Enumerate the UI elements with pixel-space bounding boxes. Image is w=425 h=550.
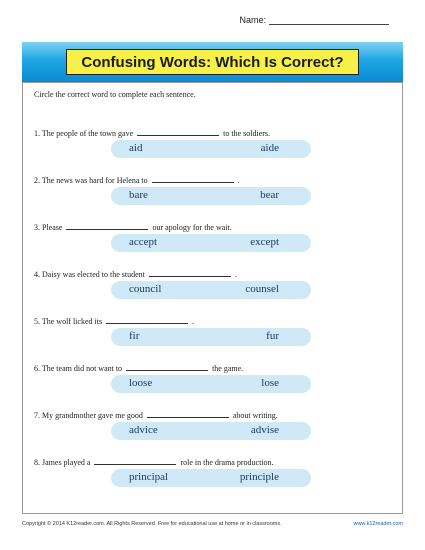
choice-option[interactable]: principle [239, 471, 279, 483]
name-label: Name: [239, 15, 266, 25]
answer-blank [106, 315, 188, 324]
answer-choices-4 [111, 281, 311, 299]
answer-choices-1 [111, 140, 311, 158]
choice-option[interactable]: loose [129, 377, 153, 389]
choice-option[interactable]: fur [266, 330, 279, 342]
question-text-before: 8. James played a [34, 458, 91, 467]
choice-option[interactable]: advice [129, 424, 158, 436]
question-text-after: our apology for the wait. [152, 223, 232, 232]
title-banner [22, 42, 403, 82]
name-blank-line[interactable] [269, 15, 389, 25]
question-text-after: . [234, 270, 237, 279]
question-text-after: . [237, 176, 240, 185]
answer-choices-3 [111, 234, 311, 252]
answer-blank [137, 127, 219, 136]
site-link[interactable]: www.k12reader.com [353, 521, 403, 527]
question-text-after: . [192, 317, 195, 326]
answer-choices-8 [111, 469, 311, 487]
question-4 [34, 268, 237, 279]
answer-blank [152, 174, 234, 183]
choice-option[interactable]: bare [129, 189, 148, 201]
question-text-after: to the soldiers. [223, 129, 271, 138]
question-text-before: 6. The team did not want to [34, 364, 123, 373]
answer-blank [149, 268, 231, 277]
question-7 [34, 409, 278, 420]
choice-option[interactable]: counsel [245, 283, 279, 295]
answer-blank [126, 362, 208, 371]
copyright-notice: Copyright © 2014 K12reader.com. All Rights Reserved. Free for educational use at home or in classrooms. [22, 521, 282, 527]
question-6 [34, 362, 243, 373]
question-text-before: 3. Please [34, 223, 63, 232]
question-2 [34, 174, 240, 185]
choice-option[interactable]: principal [129, 471, 169, 483]
choice-option[interactable]: except [250, 236, 279, 248]
question-5 [34, 315, 194, 326]
name-field[interactable] [239, 15, 389, 25]
question-text-before: 1. The people of the town gave [34, 129, 134, 138]
choice-option[interactable]: aide [260, 142, 279, 154]
question-3 [34, 221, 232, 232]
choice-option[interactable]: accept [129, 236, 158, 248]
answer-blank [66, 221, 148, 230]
question-text-after: about writing. [232, 411, 278, 420]
answer-blank [147, 409, 229, 418]
answer-choices-5 [111, 328, 311, 346]
answer-choices-6 [111, 375, 311, 393]
answer-choices-7 [111, 422, 311, 440]
choice-option[interactable]: aid [129, 142, 143, 154]
answer-choices-2 [111, 187, 311, 205]
question-text-before: 2. The news was hard for Helena to [34, 176, 148, 185]
question-text-before: 4. Daisy was elected to the student [34, 270, 145, 279]
choice-option[interactable]: council [129, 283, 162, 295]
question-text-before: 7. My grandmother gave me good [34, 411, 143, 420]
question-1 [34, 127, 270, 138]
question-text-before: 5. The wolf licked its [34, 317, 103, 326]
instructions: Circle the correct word to complete each sentence. [34, 90, 196, 99]
choice-option[interactable]: lose [261, 377, 279, 389]
question-text-after: role in the drama production. [180, 458, 274, 467]
choice-option[interactable]: fir [129, 330, 140, 342]
choice-option[interactable]: advise [250, 424, 279, 436]
worksheet-title: Confusing Words: Which Is Correct? [66, 49, 359, 75]
answer-blank [94, 456, 176, 465]
choice-option[interactable]: bear [260, 189, 279, 201]
question-text-after: the game. [212, 364, 244, 373]
question-8 [34, 456, 274, 467]
